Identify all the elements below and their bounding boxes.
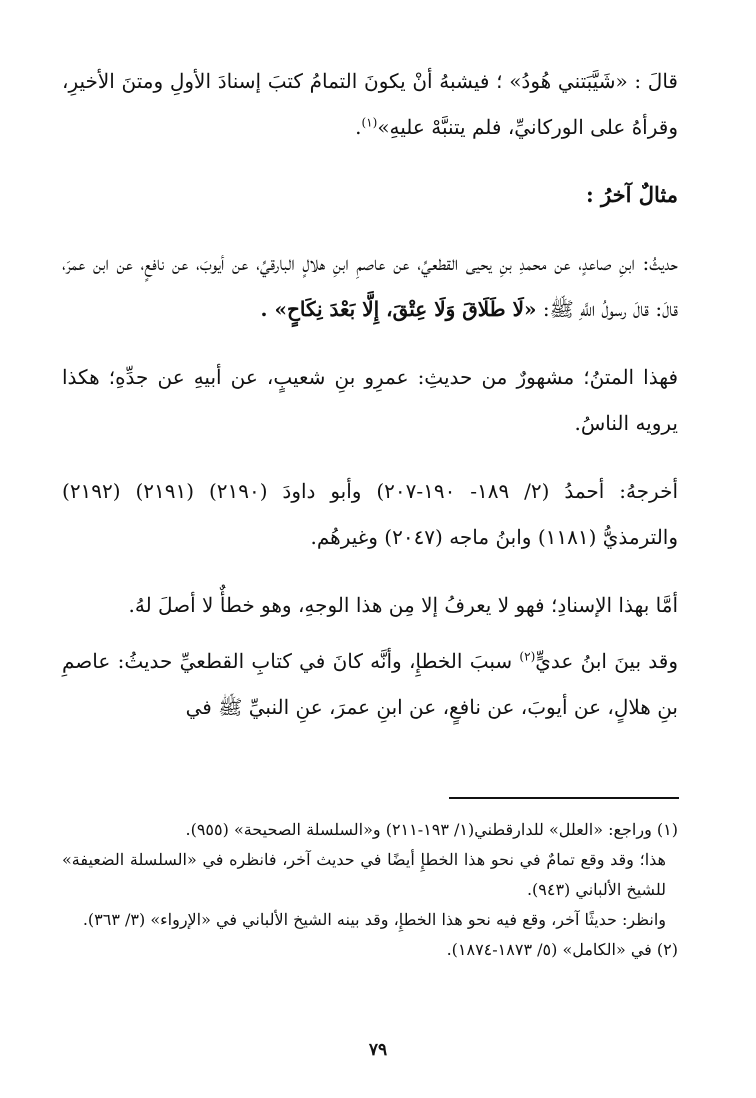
paragraph-6-text-a: وقد بينَ ابنُ عديٍّ xyxy=(535,649,679,673)
footnote-1: (١) وراجع: «العلل» للدارقطني(١/ ١٩٣-٢١١) و«السلسلة الصحيحة» (٩٥٥). xyxy=(185,820,678,839)
paragraph-2-text: حديثُ: ابنِ صاعدٍ، عن محمدِ بنِ يحيى القطعيِّ، عن عاصمِ ابنِ هلالٍ البارقيِّ، عن أيوبَ، عن نافعٍ، عن ابن عمرَ، قالَ: قالَ رسولُ اللَّهِ ﷺ: xyxy=(62,251,678,321)
paragraph-6 xyxy=(62,638,678,730)
paragraph-5: أمَّا بهذا الإسنادِ؛ فهو لا يعرفُ إلا مِن هذا الوجهِ، وهو خطأٌ لا أصلَ لهُ. xyxy=(128,593,678,617)
footnote-ref-2[interactable]: (٢) xyxy=(519,649,536,664)
page-number: ٧٩ xyxy=(368,1040,388,1060)
paragraph-6-text-b: سببَ الخطإِ، وأنَّه كانَ في كتابِ القطعيِّ حديثُ: عاصمِ بنِ هلالٍ، عن أيوبَ، عن نافعٍ، عن ابنِ عمرَ، عنِ النبيِّ ﷺ في xyxy=(62,649,678,719)
footnotes xyxy=(62,815,678,965)
footnote-2: (٢) في «الكامل» (٥/ ١٨٧٣-١٨٧٤). xyxy=(446,940,678,959)
footnote-ref-1[interactable]: (١) xyxy=(361,115,378,130)
paragraph-1 xyxy=(62,58,678,150)
hadith-quote: «لَا طَلَاقَ وَلَا عِتْقَ، إِلَّا بَعْدَ نِكَاحٍ» . xyxy=(260,297,537,321)
paragraph-3: فهذا المتنُ؛ مشهورٌ من حديثِ: عمرِو بنِ شعيبٍ، عن أبيهِ عن جدِّهِ؛ هكذا يرويه الناسُ. xyxy=(62,365,678,435)
paragraph-1-text: قالَ : «شَيَّبَتني هُودُ» ؛ فيشبهُ أنْ يكونَ التمامُ كتبَ إسنادَ الأولِ ومتنَ الأخيرِ، وقرأهُ على الوركانيِّ، فلم يتنبَّهْ عليهِ» xyxy=(62,69,678,139)
paragraph-2 xyxy=(62,240,678,332)
section-heading: مثالٌ آخرُ : xyxy=(585,182,678,207)
footnote-1-continued-a: هذا؛ وقد وقع تمامٌ في نحو هذا الخطإِ أيضًا في حديث آخر، فانظره في «السلسلة الضعيفة» للشيخ الألباني (٩٤٣). xyxy=(62,850,666,899)
paragraph-1-end: . xyxy=(355,115,362,139)
footnote-1-continued-b: وانظر: حديثًا آخر، وقع فيه نحو هذا الخطإِ، وقد بينه الشيخ الألباني في «الإرواء» (٣/ ٣٦٣). xyxy=(82,910,666,929)
footnote-separator xyxy=(449,797,679,799)
paragraph-4: أخرجهُ: أحمدُ (٢/ ١٨٩- ١٩٠-٢٠٧) وأبو داودَ (٢١٩٠) (٢١٩١) (٢١٩٢) والترمذيُّ (١١٨١) وابنُ ماجه (٢٠٤٧) وغيرهُم. xyxy=(62,479,678,549)
main-text xyxy=(62,58,678,730)
